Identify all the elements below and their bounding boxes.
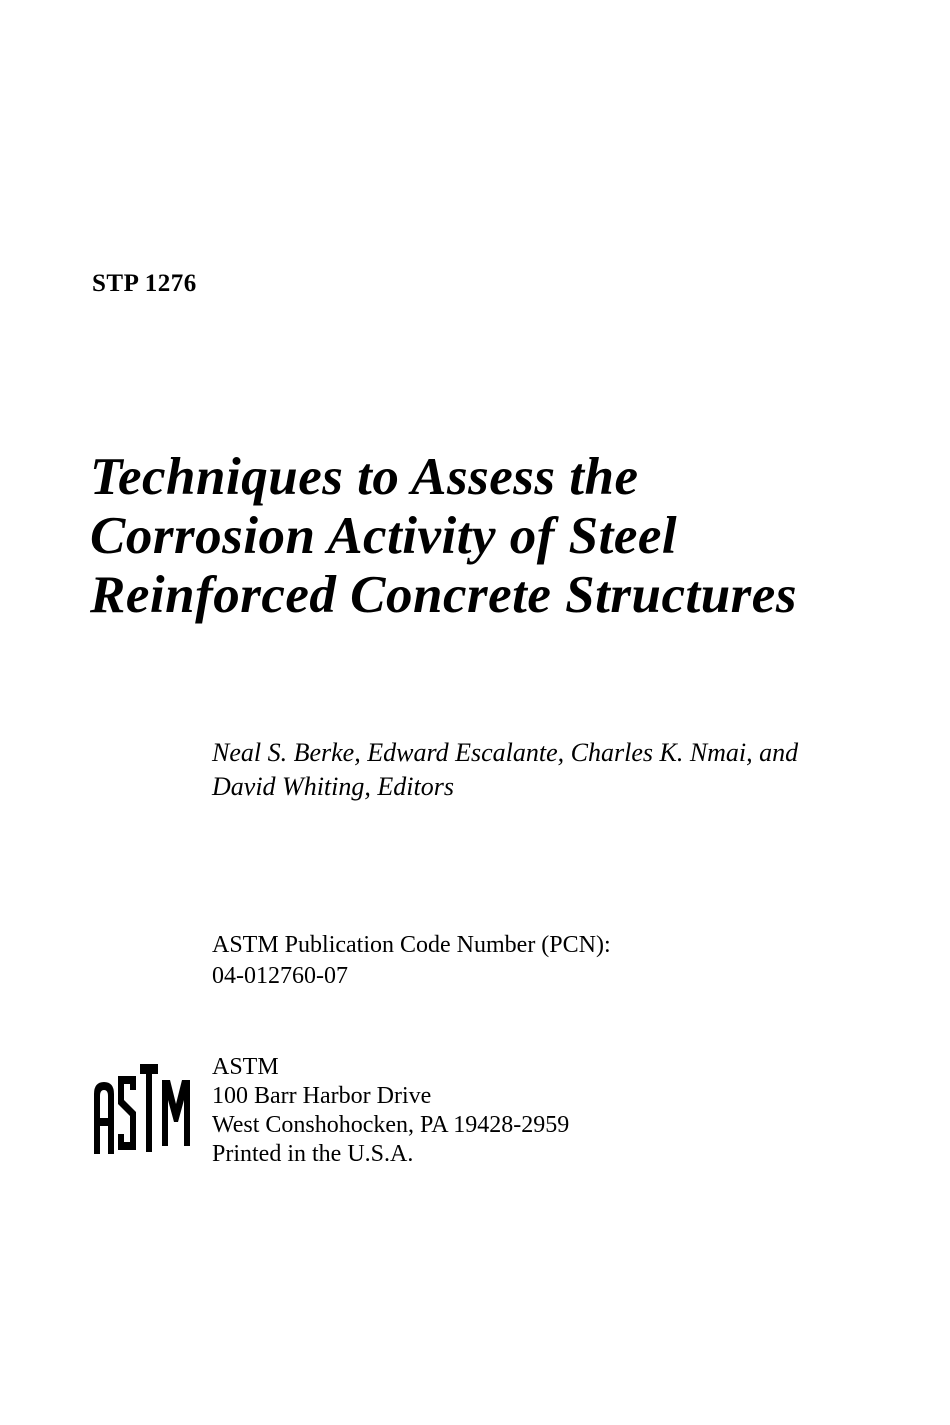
publisher-address [212, 1053, 569, 1169]
book-title [90, 448, 930, 625]
series-number: STP 1276 [92, 270, 197, 297]
title-line-3: Reinforced Concrete Structures [90, 566, 797, 624]
publication-code [212, 930, 611, 992]
astm-logo-icon [92, 1060, 192, 1156]
pcn-number: 04-012760-07 [212, 963, 348, 989]
title-line-1: Techniques to Assess the [90, 448, 639, 506]
publisher-name: ASTM [212, 1054, 279, 1080]
title-line-2: Corrosion Activity of Steel [90, 507, 678, 565]
publisher-street: 100 Barr Harbor Drive [212, 1083, 432, 1109]
printed-in: Printed in the U.S.A. [212, 1141, 414, 1167]
editors [212, 736, 912, 804]
pcn-label: ASTM Publication Code Number (PCN): [212, 932, 611, 958]
editors-line-2: David Whiting, Editors [212, 772, 454, 801]
editors-line-1: Neal S. Berke, Edward Escalante, Charles K. Nmai, and [212, 738, 799, 767]
publisher-city: West Conshohocken, PA 19428-2959 [212, 1112, 570, 1138]
